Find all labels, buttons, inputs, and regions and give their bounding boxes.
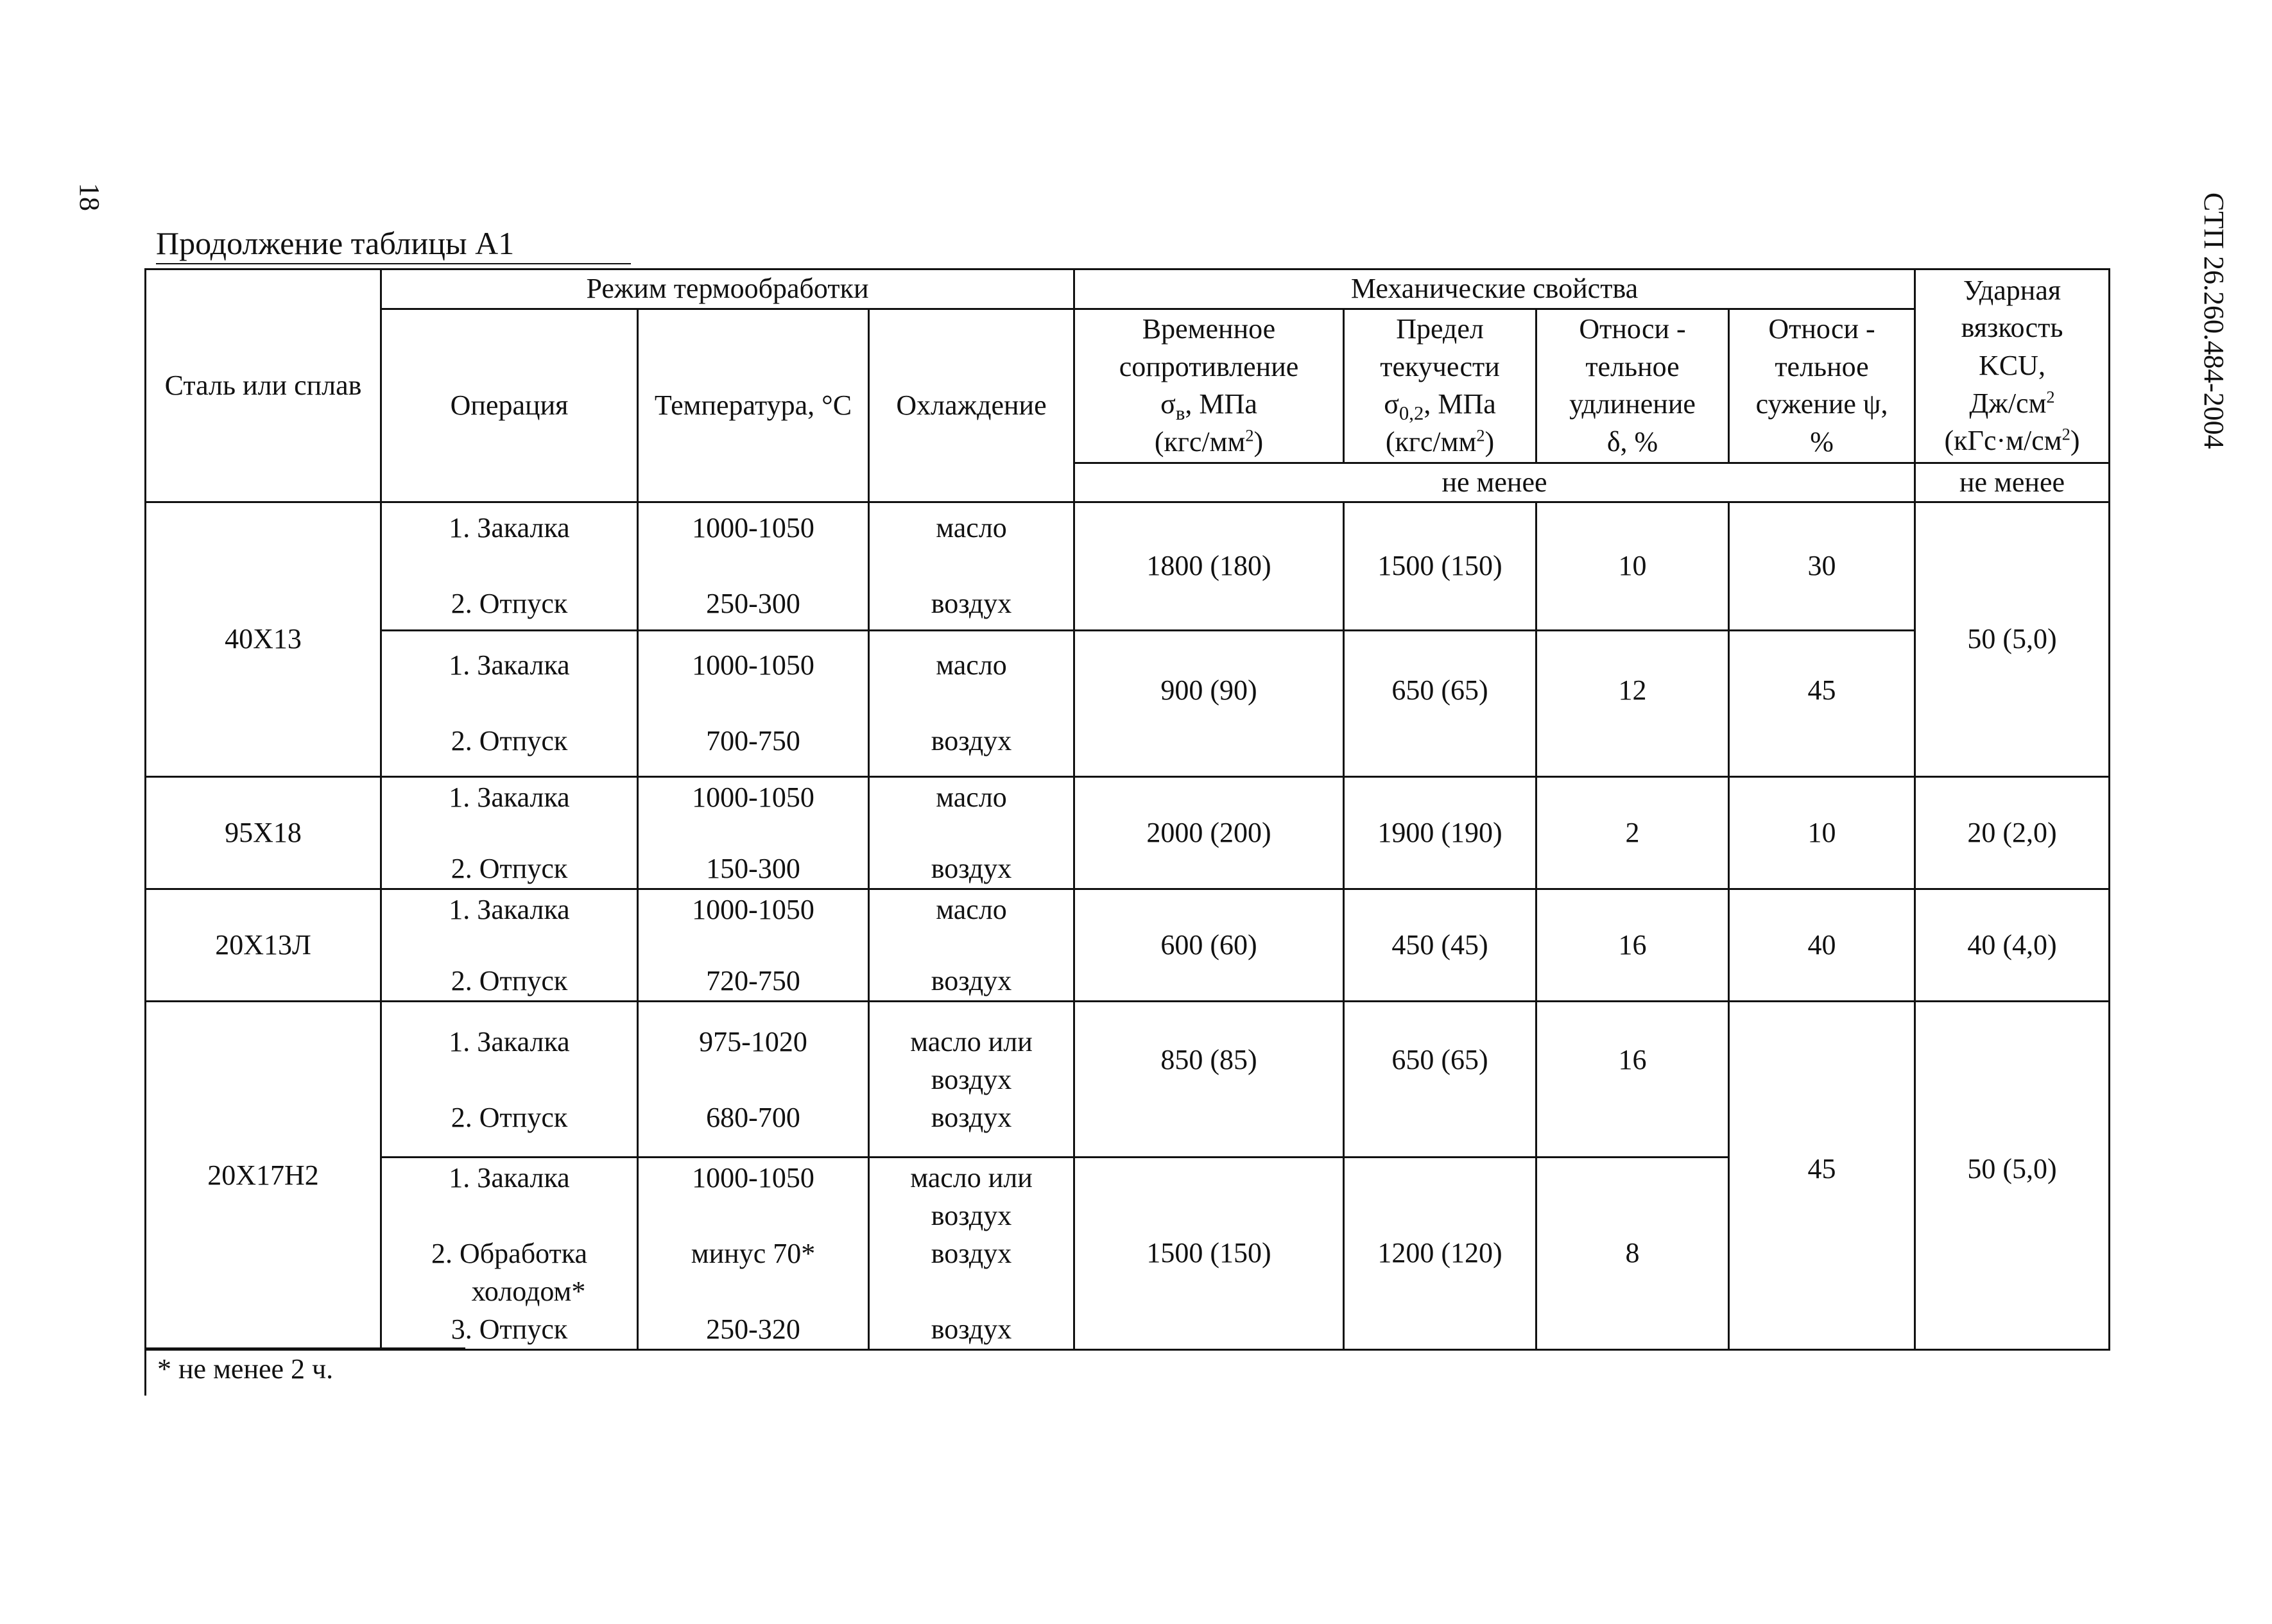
- operation-cell: 1. Закалка 2. Обработка холодом* 3. Отпуск: [381, 1158, 638, 1350]
- header-yield: Предел текучести $\sigma_{0,2}$, МПа $(кгс/мм^2)$: [1344, 309, 1536, 463]
- cooling-cell: масло воздух: [869, 631, 1074, 777]
- tensile-value: 900 (90): [1074, 631, 1344, 777]
- operation-cell: 1. Закалка 2. Отпуск: [381, 502, 638, 631]
- yield-value: 650 (65): [1344, 1002, 1536, 1158]
- operation-cell: 1. Закалка 2. Отпуск: [381, 889, 638, 1002]
- elongation-value: 16: [1536, 889, 1729, 1002]
- header-mode-group: Режим термообработки: [381, 269, 1074, 309]
- temperature-cell: 1000-1050 250-300: [638, 502, 869, 631]
- footnote-rule: [144, 1347, 146, 1396]
- header-elongation: Относи - тельное удлинение δ, %: [1536, 309, 1729, 463]
- header-temperature: Температура, °С: [638, 309, 869, 502]
- tensile-value: 1500 (150): [1074, 1158, 1344, 1350]
- tensile-value: 600 (60): [1074, 889, 1344, 1002]
- operation-cell: 1. Закалка 2. Отпуск: [381, 631, 638, 777]
- tensile-value: 2000 (200): [1074, 777, 1344, 889]
- reduction-value: 40: [1729, 889, 1915, 1002]
- yield-value: 1900 (190): [1344, 777, 1536, 889]
- footnote-separator: [144, 1347, 465, 1349]
- yield-value: 650 (65): [1344, 631, 1536, 777]
- steel-grade: 20Х13Л: [146, 889, 381, 1002]
- tensile-value: 850 (85): [1074, 1002, 1344, 1158]
- elongation-value: 10: [1536, 502, 1729, 631]
- reduction-value: 10: [1729, 777, 1915, 889]
- yield-value: 1200 (120): [1344, 1158, 1536, 1350]
- cooling-cell: масло воздух: [869, 502, 1074, 631]
- steel-grade: 20Х17Н2: [146, 1002, 381, 1350]
- reduction-value: 45: [1729, 631, 1915, 777]
- header-not-less-mech: не менее: [1074, 463, 1915, 502]
- impact-value: 20 (2,0): [1915, 777, 2110, 889]
- elongation-value: 16: [1536, 1002, 1729, 1158]
- table-row: [146, 889, 2110, 1002]
- table-row: [146, 502, 2110, 631]
- impact-value: 50 (5,0): [1915, 502, 2110, 777]
- cooling-cell: масло воздух: [869, 777, 1074, 889]
- table-row: [146, 1002, 2110, 1158]
- elongation-value: 12: [1536, 631, 1729, 777]
- steel-grade: 40Х13: [146, 502, 381, 777]
- elongation-value: 8: [1536, 1158, 1729, 1350]
- temperature-cell: 1000-1050 720-750: [638, 889, 869, 1002]
- header-reduction: Относи - тельное сужение ψ, %: [1729, 309, 1915, 463]
- temperature-cell: 1000-1050 150-300: [638, 777, 869, 889]
- elongation-value: 2: [1536, 777, 1729, 889]
- caption-underline: [156, 263, 631, 264]
- temperature-cell: 1000-1050 минус 70* 250-320: [638, 1158, 869, 1350]
- heat-treatment-table: [144, 268, 2110, 1351]
- operation-cell: 1. Закалка 2. Отпуск: [381, 777, 638, 889]
- table-row: [146, 631, 2110, 777]
- header-impact: Ударная вязкость KCU, $Дж/см^2$ $(кГс\cdot м/см^2)$: [1915, 269, 2110, 463]
- yield-value: 450 (45): [1344, 889, 1536, 1002]
- header-mech-group: Механические свойства: [1074, 269, 1915, 309]
- operation-cell: 1. Закалка 2. Отпуск: [381, 1002, 638, 1158]
- footnote: * не менее 2 ч.: [157, 1353, 334, 1385]
- reduction-value: 30: [1729, 502, 1915, 631]
- steel-grade: 95Х18: [146, 777, 381, 889]
- cooling-cell: масло или воздух воздух: [869, 1002, 1074, 1158]
- reduction-value: 45: [1729, 1002, 1915, 1350]
- yield-value: 1500 (150): [1344, 502, 1536, 631]
- impact-value: 50 (5,0): [1915, 1002, 2110, 1350]
- header-steel: Сталь или сплав: [146, 269, 381, 502]
- cooling-cell: масло или воздух воздух воздух: [869, 1158, 1074, 1350]
- header-tensile: Временное сопротивление $\sigma_в$, МПа $(кгс/мм^2)$: [1074, 309, 1344, 463]
- page-number: 18: [74, 183, 105, 211]
- header-operation: Операция: [381, 309, 638, 502]
- header-not-less-impact: не менее: [1915, 463, 2110, 502]
- temperature-cell: 1000-1050 700-750: [638, 631, 869, 777]
- table-caption: Продолжение таблицы А1: [156, 225, 515, 261]
- impact-value: 40 (4,0): [1915, 889, 2110, 1002]
- tensile-value: 1800 (180): [1074, 502, 1344, 631]
- document-code: СТП 26.260.484-2004: [2198, 192, 2230, 449]
- temperature-cell: 975-1020 680-700: [638, 1002, 869, 1158]
- table-row: [146, 777, 2110, 889]
- header-cooling: Охлаждение: [869, 309, 1074, 502]
- cooling-cell: масло воздух: [869, 889, 1074, 1002]
